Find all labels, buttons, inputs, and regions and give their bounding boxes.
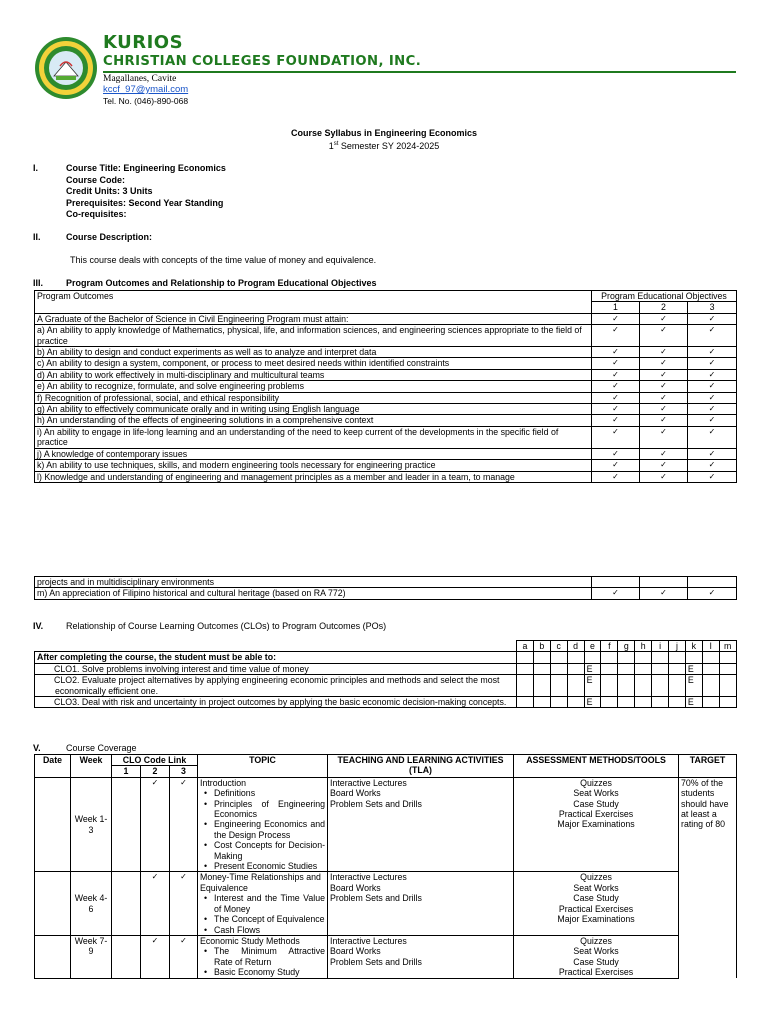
po-row xyxy=(35,471,737,482)
check-mark: ✓ xyxy=(640,471,688,482)
clo-mark: E xyxy=(584,697,601,708)
check-mark: ✓ xyxy=(640,588,688,599)
topic-item: • Interest and the Time Value of Money xyxy=(210,893,325,914)
check-mark: ✓ xyxy=(592,460,640,471)
section-2-heading: Course Description: xyxy=(66,232,153,242)
po-col-outcomes: Program Outcomes xyxy=(35,291,592,314)
po-text: h) An understanding of the effects of engineering solutions in a comprehensive context xyxy=(35,415,592,426)
po-row xyxy=(35,369,737,380)
col-week: Week xyxy=(71,755,112,778)
assessment-item: Major Examinations xyxy=(557,819,635,830)
po-letter: k xyxy=(685,641,702,652)
credit-units: Credit Units: 3 Units xyxy=(66,186,153,196)
clo-cell xyxy=(112,935,141,978)
empty-cell xyxy=(618,675,635,697)
check-mark: ✓ xyxy=(640,426,688,448)
tla-cell xyxy=(328,935,514,978)
po-row xyxy=(35,426,737,448)
check-mark: ✓ xyxy=(640,448,688,459)
assessment-item: Case Study xyxy=(573,893,619,904)
check-mark: ✓ xyxy=(592,471,640,482)
clo-cell xyxy=(112,777,141,872)
course-description: This course deals with concepts of the time value of money and equivalence. xyxy=(70,255,377,265)
check-mark: ✓ xyxy=(592,448,640,459)
col-date: Date xyxy=(35,755,71,778)
topic-heading: Economic Study Methods xyxy=(200,935,300,946)
check-mark: ✓ xyxy=(170,872,198,935)
po-text: i) An ability to engage in life-long learning and an understanding of the need to keep current of the developments in the specific field of practice xyxy=(35,426,592,448)
clo-mark: E xyxy=(685,675,702,697)
tla-item: Interactive Lectures xyxy=(330,935,407,946)
po-row xyxy=(35,325,737,347)
empty-cell xyxy=(618,652,635,663)
check-mark: ✓ xyxy=(592,426,640,448)
col-target: TARGET xyxy=(679,755,737,778)
peo-num: 2 xyxy=(640,302,688,313)
check-mark: ✓ xyxy=(592,358,640,369)
week-cell: Week 4-6 xyxy=(71,872,112,935)
target-cell: 70% of the students should have at least a rating of 80 xyxy=(679,777,737,978)
check-mark: ✓ xyxy=(592,325,640,347)
program-outcomes-table xyxy=(34,290,737,483)
empty-cell xyxy=(618,663,635,674)
po-letter: j xyxy=(669,641,686,652)
school-seal-logo xyxy=(34,36,98,100)
po-text: k) An ability to use techniques, skills, and modern engineering tools necessary for engineering practice xyxy=(35,460,592,471)
col-assessment: ASSESSMENT METHODS/TOOLS xyxy=(514,755,679,778)
check-mark: ✓ xyxy=(688,358,737,369)
check-mark: ✓ xyxy=(640,313,688,324)
check-mark: ✓ xyxy=(640,415,688,426)
po-letter: a xyxy=(517,641,534,652)
date-cell xyxy=(35,872,71,935)
empty-cell xyxy=(550,675,567,697)
date-cell xyxy=(35,935,71,978)
topic-item: • Cash Flows xyxy=(210,925,325,935)
empty-cell xyxy=(533,663,550,674)
empty-cell xyxy=(669,663,686,674)
check-mark: ✓ xyxy=(592,588,640,599)
check-mark: ✓ xyxy=(688,588,737,599)
empty-cell xyxy=(635,675,652,697)
check-mark: ✓ xyxy=(688,325,737,347)
clo-text: CLO1. Solve problems involving interest and time value of money xyxy=(35,663,517,674)
empty-cell xyxy=(702,663,719,674)
check-mark: ✓ xyxy=(141,872,170,935)
empty-cell xyxy=(567,663,584,674)
check-mark: ✓ xyxy=(141,935,170,978)
empty-cell xyxy=(702,697,719,708)
school-email-link[interactable]: kccf_97@ymail.com xyxy=(103,84,189,95)
assessment-item: Practical Exercises xyxy=(558,903,634,914)
empty-cell xyxy=(719,697,736,708)
clo-letter-row xyxy=(35,641,737,652)
empty-cell xyxy=(601,652,618,663)
po-text: f) Recognition of professional, social, and ethical responsibility xyxy=(35,392,592,403)
section-5-heading: Course Coverage xyxy=(66,743,137,753)
empty-cell xyxy=(719,652,736,663)
empty-cell xyxy=(669,652,686,663)
check-mark: ✓ xyxy=(688,347,737,358)
check-mark: ✓ xyxy=(688,369,737,380)
topic-item: • Present Economic Studies xyxy=(210,861,325,871)
assessment-cell xyxy=(514,777,679,872)
assessment-item: Quizzes xyxy=(580,777,612,788)
po-letter: m xyxy=(719,641,736,652)
clo-mark: E xyxy=(584,675,601,697)
check-mark: ✓ xyxy=(592,313,640,324)
col-topic: TOPIC xyxy=(198,755,328,778)
check-mark: ✓ xyxy=(640,381,688,392)
po-text: projects and in multidisciplinary environments xyxy=(35,577,592,588)
school-address: Magallanes, Cavite xyxy=(103,74,177,84)
po-row xyxy=(35,392,737,403)
empty-cell xyxy=(517,663,534,674)
po-row xyxy=(35,460,737,471)
clo-text: CLO3. Deal with risk and uncertainty in project outcomes by applying the basic economic decision-making concepts. xyxy=(35,697,517,708)
check-mark: ✓ xyxy=(170,777,198,872)
po-header-row xyxy=(35,291,737,302)
po-row xyxy=(35,577,737,588)
empty-cell xyxy=(567,652,584,663)
check-mark: ✓ xyxy=(688,404,737,415)
po-row xyxy=(35,415,737,426)
empty-cell xyxy=(601,697,618,708)
empty-cell xyxy=(685,652,702,663)
po-letter: i xyxy=(652,641,669,652)
po-text: a) An ability to apply knowledge of Mathematics, physical, life, and information sciences, and engineering sciences appropriate to the field of practice xyxy=(35,325,592,347)
course-info xyxy=(66,163,226,221)
po-row xyxy=(35,358,737,369)
section-1-number: I. xyxy=(33,163,39,173)
empty-cell xyxy=(584,652,601,663)
empty-cell xyxy=(517,697,534,708)
empty-cell xyxy=(550,663,567,674)
topic-item: • The Concept of Equivalence xyxy=(210,914,325,924)
check-mark: ✓ xyxy=(592,392,640,403)
clo-num: 3 xyxy=(170,766,198,777)
section-3-number: III. xyxy=(33,278,44,288)
check-mark: ✓ xyxy=(688,381,737,392)
coverage-header-row xyxy=(35,755,737,766)
po-row xyxy=(35,404,737,415)
assessment-item: Seat Works xyxy=(573,882,619,893)
tla-cell xyxy=(328,777,514,872)
empty-cell xyxy=(652,652,669,663)
empty-cell xyxy=(652,675,669,697)
clo-cell xyxy=(112,872,141,935)
po-letter: c xyxy=(550,641,567,652)
check-mark: ✓ xyxy=(640,392,688,403)
clo-lead-row xyxy=(35,652,737,663)
tla-item: Problem Sets and Drills xyxy=(330,798,422,809)
clo-po-table xyxy=(34,640,737,708)
program-outcomes-table-continued xyxy=(34,576,737,600)
check-mark: ✓ xyxy=(640,460,688,471)
empty-cell xyxy=(533,652,550,663)
check-mark: ✓ xyxy=(592,347,640,358)
check-mark: ✓ xyxy=(688,471,737,482)
semester-line: 1st Semester SY 2024-2025 xyxy=(328,141,440,151)
topic-item: • Principles of Engineering Economics xyxy=(210,799,325,820)
col-tla: TEACHING AND LEARNING ACTIVITIES (TLA) xyxy=(328,755,514,778)
empty-cell xyxy=(719,675,736,697)
school-subname: CHRISTIAN COLLEGES FOUNDATION, INC. xyxy=(103,54,422,69)
po-letter: b xyxy=(533,641,550,652)
section-4-heading: Relationship of Course Learning Outcomes (CLOs) to Program Outcomes (POs) xyxy=(66,621,387,631)
po-col-peo: Program Educational Objectives xyxy=(592,291,737,302)
empty-cell xyxy=(702,652,719,663)
po-text: l) Knowledge and understanding of engineering and management principles as a member and leader in a team, to manage xyxy=(35,471,592,482)
check-mark: ✓ xyxy=(640,358,688,369)
empty-cell xyxy=(517,652,534,663)
section-5-number: V. xyxy=(33,743,41,753)
po-letter: g xyxy=(618,641,635,652)
check-mark: ✓ xyxy=(688,460,737,471)
po-text: j) A knowledge of contemporary issues xyxy=(35,448,592,459)
po-row xyxy=(35,347,737,358)
assessment-item: Seat Works xyxy=(573,788,619,799)
po-text: b) An ability to design and conduct experiments as well as to analyze and interpret data xyxy=(35,347,592,358)
topic-heading: Introduction xyxy=(200,777,246,788)
clo-row xyxy=(35,675,737,697)
assessment-item: Case Study xyxy=(573,798,619,809)
topic-cell xyxy=(198,872,328,935)
empty-cell xyxy=(669,675,686,697)
clo-mark: E xyxy=(584,663,601,674)
clo-num: 2 xyxy=(141,766,170,777)
clo-num: 1 xyxy=(112,766,141,777)
empty-cell xyxy=(635,652,652,663)
tla-item: Interactive Lectures xyxy=(330,872,407,883)
topic-item: • The Minimum Attractive Rate of Return xyxy=(210,946,325,967)
empty-cell xyxy=(533,697,550,708)
check-mark: ✓ xyxy=(688,415,737,426)
topic-item: • Basic Economy Study xyxy=(210,967,325,977)
clo-row xyxy=(35,697,737,708)
clo-row xyxy=(35,663,737,674)
po-text: g) An ability to effectively communicate orally and in writing using English language xyxy=(35,404,592,415)
tla-item: Problem Sets and Drills xyxy=(330,956,422,967)
po-text: d) An ability to work effectively in multi-disciplinary and multicultural teams xyxy=(35,369,592,380)
corequisites: Co-requisites: xyxy=(66,209,127,219)
empty-cell xyxy=(618,697,635,708)
check-mark: ✓ xyxy=(141,777,170,872)
course-coverage-table xyxy=(34,754,737,979)
clo-mark: E xyxy=(685,663,702,674)
school-name: KURIOS xyxy=(103,32,184,53)
empty-cell xyxy=(601,663,618,674)
empty-cell xyxy=(567,675,584,697)
assessment-item: Quizzes xyxy=(580,935,612,946)
empty-cell xyxy=(635,663,652,674)
check-mark: ✓ xyxy=(640,347,688,358)
topic-cell xyxy=(198,777,328,872)
tla-item: Problem Sets and Drills xyxy=(330,893,422,904)
syllabus-title: Course Syllabus in Engineering Economics xyxy=(290,128,478,138)
check-mark: ✓ xyxy=(640,369,688,380)
school-telephone: Tel. No. (046)-890-068 xyxy=(103,96,189,106)
col-clo-link: CLO Code Link xyxy=(112,755,198,766)
assessment-item: Seat Works xyxy=(573,946,619,957)
assessment-item: Practical Exercises xyxy=(558,809,634,820)
week-cell: Week 1-3 xyxy=(71,777,112,872)
po-letter: e xyxy=(584,641,601,652)
peo-num: 3 xyxy=(688,302,737,313)
tla-item: Board Works xyxy=(330,788,381,799)
check-mark: ✓ xyxy=(688,392,737,403)
po-text: c) An ability to design a system, component, or process to meet desired needs within identified constraints xyxy=(35,358,592,369)
topic-heading: Money-Time Relationships and Equivalence xyxy=(200,872,321,893)
check-mark: ✓ xyxy=(688,313,737,324)
po-row xyxy=(35,588,737,599)
assessment-item: Case Study xyxy=(573,956,619,967)
tla-item: Interactive Lectures xyxy=(330,777,407,788)
topic-cell xyxy=(198,935,328,978)
empty-cell xyxy=(550,697,567,708)
section-4-number: IV. xyxy=(33,621,44,631)
clo-lead: After completing the course, the student must be able to: xyxy=(35,652,517,663)
empty-cell xyxy=(550,652,567,663)
topic-item: • Definitions xyxy=(210,788,325,798)
empty-cell xyxy=(635,697,652,708)
po-letter: l xyxy=(702,641,719,652)
check-mark: ✓ xyxy=(592,415,640,426)
check-mark: ✓ xyxy=(592,369,640,380)
clo-text: CLO2. Evaluate project alternatives by applying engineering economic principles and methods and select the most economically efficient one. xyxy=(35,675,517,697)
topic-item: • Engineering Economics and the Design Process xyxy=(210,819,325,840)
po-text: e) An ability to recognize, formulate, and solve engineering problems xyxy=(35,381,592,392)
tla-cell xyxy=(328,872,514,935)
empty-cell xyxy=(702,675,719,697)
course-code: Course Code: xyxy=(66,174,126,185)
assessment-item: Practical Exercises xyxy=(558,967,634,978)
section-2-number: II. xyxy=(33,232,41,242)
check-mark: ✓ xyxy=(592,381,640,392)
empty-cell xyxy=(567,697,584,708)
tla-item: Board Works xyxy=(330,882,381,893)
check-mark: ✓ xyxy=(170,935,198,978)
blank-cell xyxy=(35,641,517,652)
empty-cell xyxy=(533,675,550,697)
empty-cell xyxy=(652,663,669,674)
coverage-row xyxy=(35,872,737,935)
po-letter: h xyxy=(635,641,652,652)
check-mark: ✓ xyxy=(640,325,688,347)
course-title: Course Title: Engineering Economics xyxy=(66,163,226,173)
check-mark: ✓ xyxy=(688,448,737,459)
section-3-heading: Program Outcomes and Relationship to Program Educational Objectives xyxy=(66,278,377,288)
check-mark: ✓ xyxy=(592,404,640,415)
clo-mark: E xyxy=(685,697,702,708)
assessment-cell xyxy=(514,872,679,935)
check-mark: ✓ xyxy=(688,426,737,448)
empty-cell xyxy=(601,675,618,697)
date-cell xyxy=(35,777,71,872)
assessment-item: Quizzes xyxy=(580,872,612,883)
po-text: A Graduate of the Bachelor of Science in Civil Engineering Program must attain: xyxy=(35,313,592,324)
week-cell: Week 7-9 xyxy=(71,935,112,978)
coverage-row xyxy=(35,777,737,872)
topic-item: • Cost Concepts for Decision-Making xyxy=(210,840,325,861)
tla-item: Board Works xyxy=(330,946,381,957)
po-text: m) An appreciation of Filipino historical and cultural heritage (based on RA 772) xyxy=(35,588,592,599)
po-row xyxy=(35,313,737,324)
po-letter: f xyxy=(601,641,618,652)
po-row xyxy=(35,448,737,459)
prerequisites: Prerequisites: Second Year Standing xyxy=(66,197,224,208)
empty-cell xyxy=(719,663,736,674)
peo-num: 1 xyxy=(592,302,640,313)
assessment-item: Major Examinations xyxy=(557,914,635,925)
empty-cell xyxy=(652,697,669,708)
check-mark: ✓ xyxy=(640,404,688,415)
coverage-row xyxy=(35,935,737,978)
assessment-cell xyxy=(514,935,679,978)
empty-cell xyxy=(517,675,534,697)
empty-cell xyxy=(669,697,686,708)
po-letter: d xyxy=(567,641,584,652)
header-divider xyxy=(103,71,736,73)
po-row xyxy=(35,381,737,392)
